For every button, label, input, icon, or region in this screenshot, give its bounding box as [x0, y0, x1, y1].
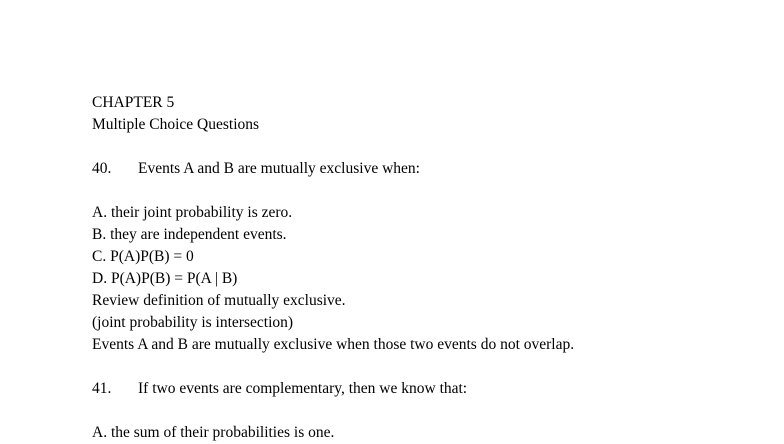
question-text: Events A and B are mutually exclusive when:	[138, 160, 420, 177]
question-text: If two events are complementary, then we know that:	[138, 380, 468, 397]
question-number: 40.	[92, 160, 112, 177]
chapter-heading: CHAPTER 5	[92, 94, 175, 111]
question-stem	[92, 378, 772, 400]
spacer	[92, 356, 772, 378]
question-number: 41.	[92, 380, 112, 397]
document-page	[92, 92, 772, 444]
spacer	[92, 180, 772, 202]
section-heading: Multiple Choice Questions	[92, 116, 260, 133]
question-41	[92, 378, 772, 444]
question-40	[92, 158, 772, 356]
answer-option-d: D. P(A)P(B) = P(A | B)	[92, 270, 238, 287]
feedback-note: (joint probability is intersection)	[92, 314, 294, 331]
feedback-note: Events A and B are mutually exclusive when those two events do not overlap.	[92, 336, 575, 353]
spacer	[92, 136, 772, 158]
question-stem	[92, 158, 772, 180]
spacer	[92, 400, 772, 422]
answer-option-a: A. the sum of their probabilities is one.	[92, 424, 335, 441]
answer-option-c: C. P(A)P(B) = 0	[92, 248, 194, 265]
feedback-note: Review definition of mutually exclusive.	[92, 292, 346, 309]
answer-option-a: A. their joint probability is zero.	[92, 204, 293, 221]
answer-option-b: B. they are independent events.	[92, 226, 287, 243]
